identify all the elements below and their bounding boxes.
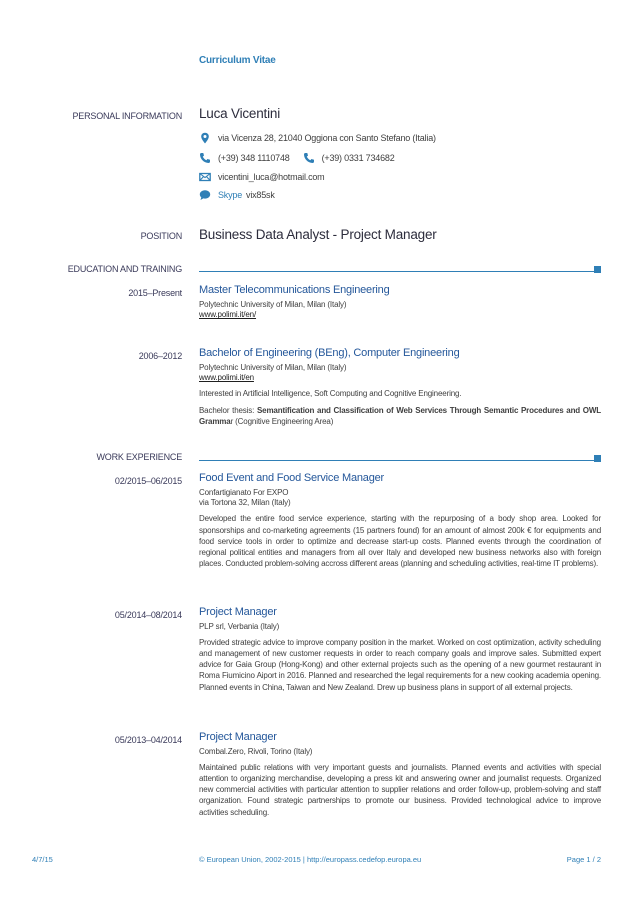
document-title: Curriculum Vitae (199, 55, 276, 66)
address-row (199, 132, 436, 144)
employer: Combal.Zero, Rivoli, Torino (Italy) (199, 747, 313, 756)
job-description: Developed the entire food service experience, starting with the repurposing of a body shop area. Looked for sponsorships and co-marketing agreements (15 partners found) for an amount of almost 200k € for equipments and food service tools in order to optimize and decrease start-up costs. Planned events through the coordination of regional political entities and managers from all over Italy and developed new business networks also with foreign places. Conducted problem-solving accross different areas (planning and scheduling activities, real-time IT problems). (199, 514, 601, 568)
job-title: Food Event and Food Service Manager (199, 472, 385, 484)
interests-text: Interested in Artificial Intelligence, Soft Computing and Cognitive Engineering. (199, 389, 462, 399)
job-dates: 05/2013–04/2014 (114, 735, 182, 745)
institution-link[interactable]: www.polimi.it/en (199, 373, 254, 383)
email-row (199, 171, 324, 183)
employer-address: via Tortona 32, Milan (Italy) (199, 498, 291, 508)
skype-id[interactable]: vix85sk (246, 190, 275, 200)
position-value: Business Data Analyst - Project Manager (199, 227, 437, 242)
education-dates: 2015–Present (128, 288, 182, 298)
email-text[interactable]: vicentini_luca@hotmail.com (218, 172, 325, 182)
job-dates: 05/2014–08/2014 (114, 610, 182, 620)
phone-primary[interactable]: (+39) 348 1110748 (218, 153, 290, 163)
footer-page-number: Page 1 / 2 (566, 855, 601, 864)
footer-copyright[interactable]: © European Union, 2002-2015 | http://europass.cedefop.europa.eu (199, 855, 422, 864)
footer-date: 4/7/15 (32, 855, 53, 864)
job-title: Project Manager (199, 731, 277, 743)
thesis-text (199, 405, 601, 427)
education-dates: 2006–2012 (138, 351, 182, 361)
job-dates: 02/2015–06/2015 (114, 476, 182, 486)
work-section-label: WORK EXPERIENCE (96, 452, 182, 462)
location-icon (199, 132, 211, 144)
phone-row (199, 152, 395, 164)
education-entry (199, 284, 601, 320)
address-text: via Vicenza 28, 21040 Oggiona con Santo Stefano (Italia) (218, 133, 436, 143)
person-name: Luca Vicentini (199, 106, 281, 121)
skype-row (199, 189, 275, 201)
job-description: Provided strategic advice to improve company position in the market. Worked on cost optimization, activity scheduling and management of new customer requests in order to reach company goals and improve sales. Submitted expert advice for Gaia Group (Hong-Kong) and other external projects such as the opening of a new gourmet restaurant in Roma Fiumicino Aiport in 2016. Planned and researched the legal requirements for a new cooking academia opening. Planned events in China, Taiwan and New Zealand. Drew up business plans in support of all external projects. (199, 638, 601, 692)
section-divider (199, 271, 594, 272)
job-description: Maintained public relations with very important guests and journalists. Planned events and activities with special attention to organizing merchandise, developing a press kit and answering owner and journalist requests. Organized new commercial activities with particular attention to supplier relations and order follow-up, problem-solving and staff organization. Found strategic partnerships to promote our business. Provided technological advice to improve activities scheduling. (199, 763, 601, 817)
skype-icon (199, 189, 211, 201)
job-entry (199, 731, 601, 818)
thesis-title: Semantification and Classification of Web Services Through Semantic Procedures and OWL Gramma (199, 405, 601, 426)
institution: Polytechnic University of Milan, Milan (Italy) (199, 363, 347, 372)
degree-title: Master Telecommunications Engineering (199, 284, 390, 296)
job-entry (199, 606, 601, 693)
institution: Polytechnic University of Milan, Milan (Italy) (199, 300, 347, 309)
job-entry (199, 472, 601, 569)
personal-info-label: PERSONAL INFORMATION (72, 111, 182, 121)
degree-title: Bachelor of Engineering (BEng), Computer Engineering (199, 347, 460, 359)
education-section-label: EDUCATION AND TRAINING (67, 264, 182, 274)
section-divider (199, 460, 594, 461)
education-entry (199, 347, 601, 427)
section-marker (594, 455, 601, 462)
skype-label: Skype (218, 190, 243, 200)
section-marker (594, 266, 601, 273)
phone-icon (303, 152, 315, 164)
job-title: Project Manager (199, 606, 277, 618)
institution-link[interactable]: www.polimi.it/en/ (199, 310, 257, 320)
thesis-prefix: Bachelor thesis: (199, 405, 257, 415)
employer: PLP srl, Verbania (Italy) (199, 622, 280, 631)
thesis-suffix: r (Cognitive Engineering Area) (230, 416, 334, 426)
employer: Confartigianato For EXPO (199, 488, 289, 497)
phone-secondary[interactable]: (+39) 0331 734682 (321, 153, 395, 163)
phone-icon (199, 152, 211, 164)
position-label: POSITION (140, 231, 182, 241)
email-icon (199, 171, 211, 183)
